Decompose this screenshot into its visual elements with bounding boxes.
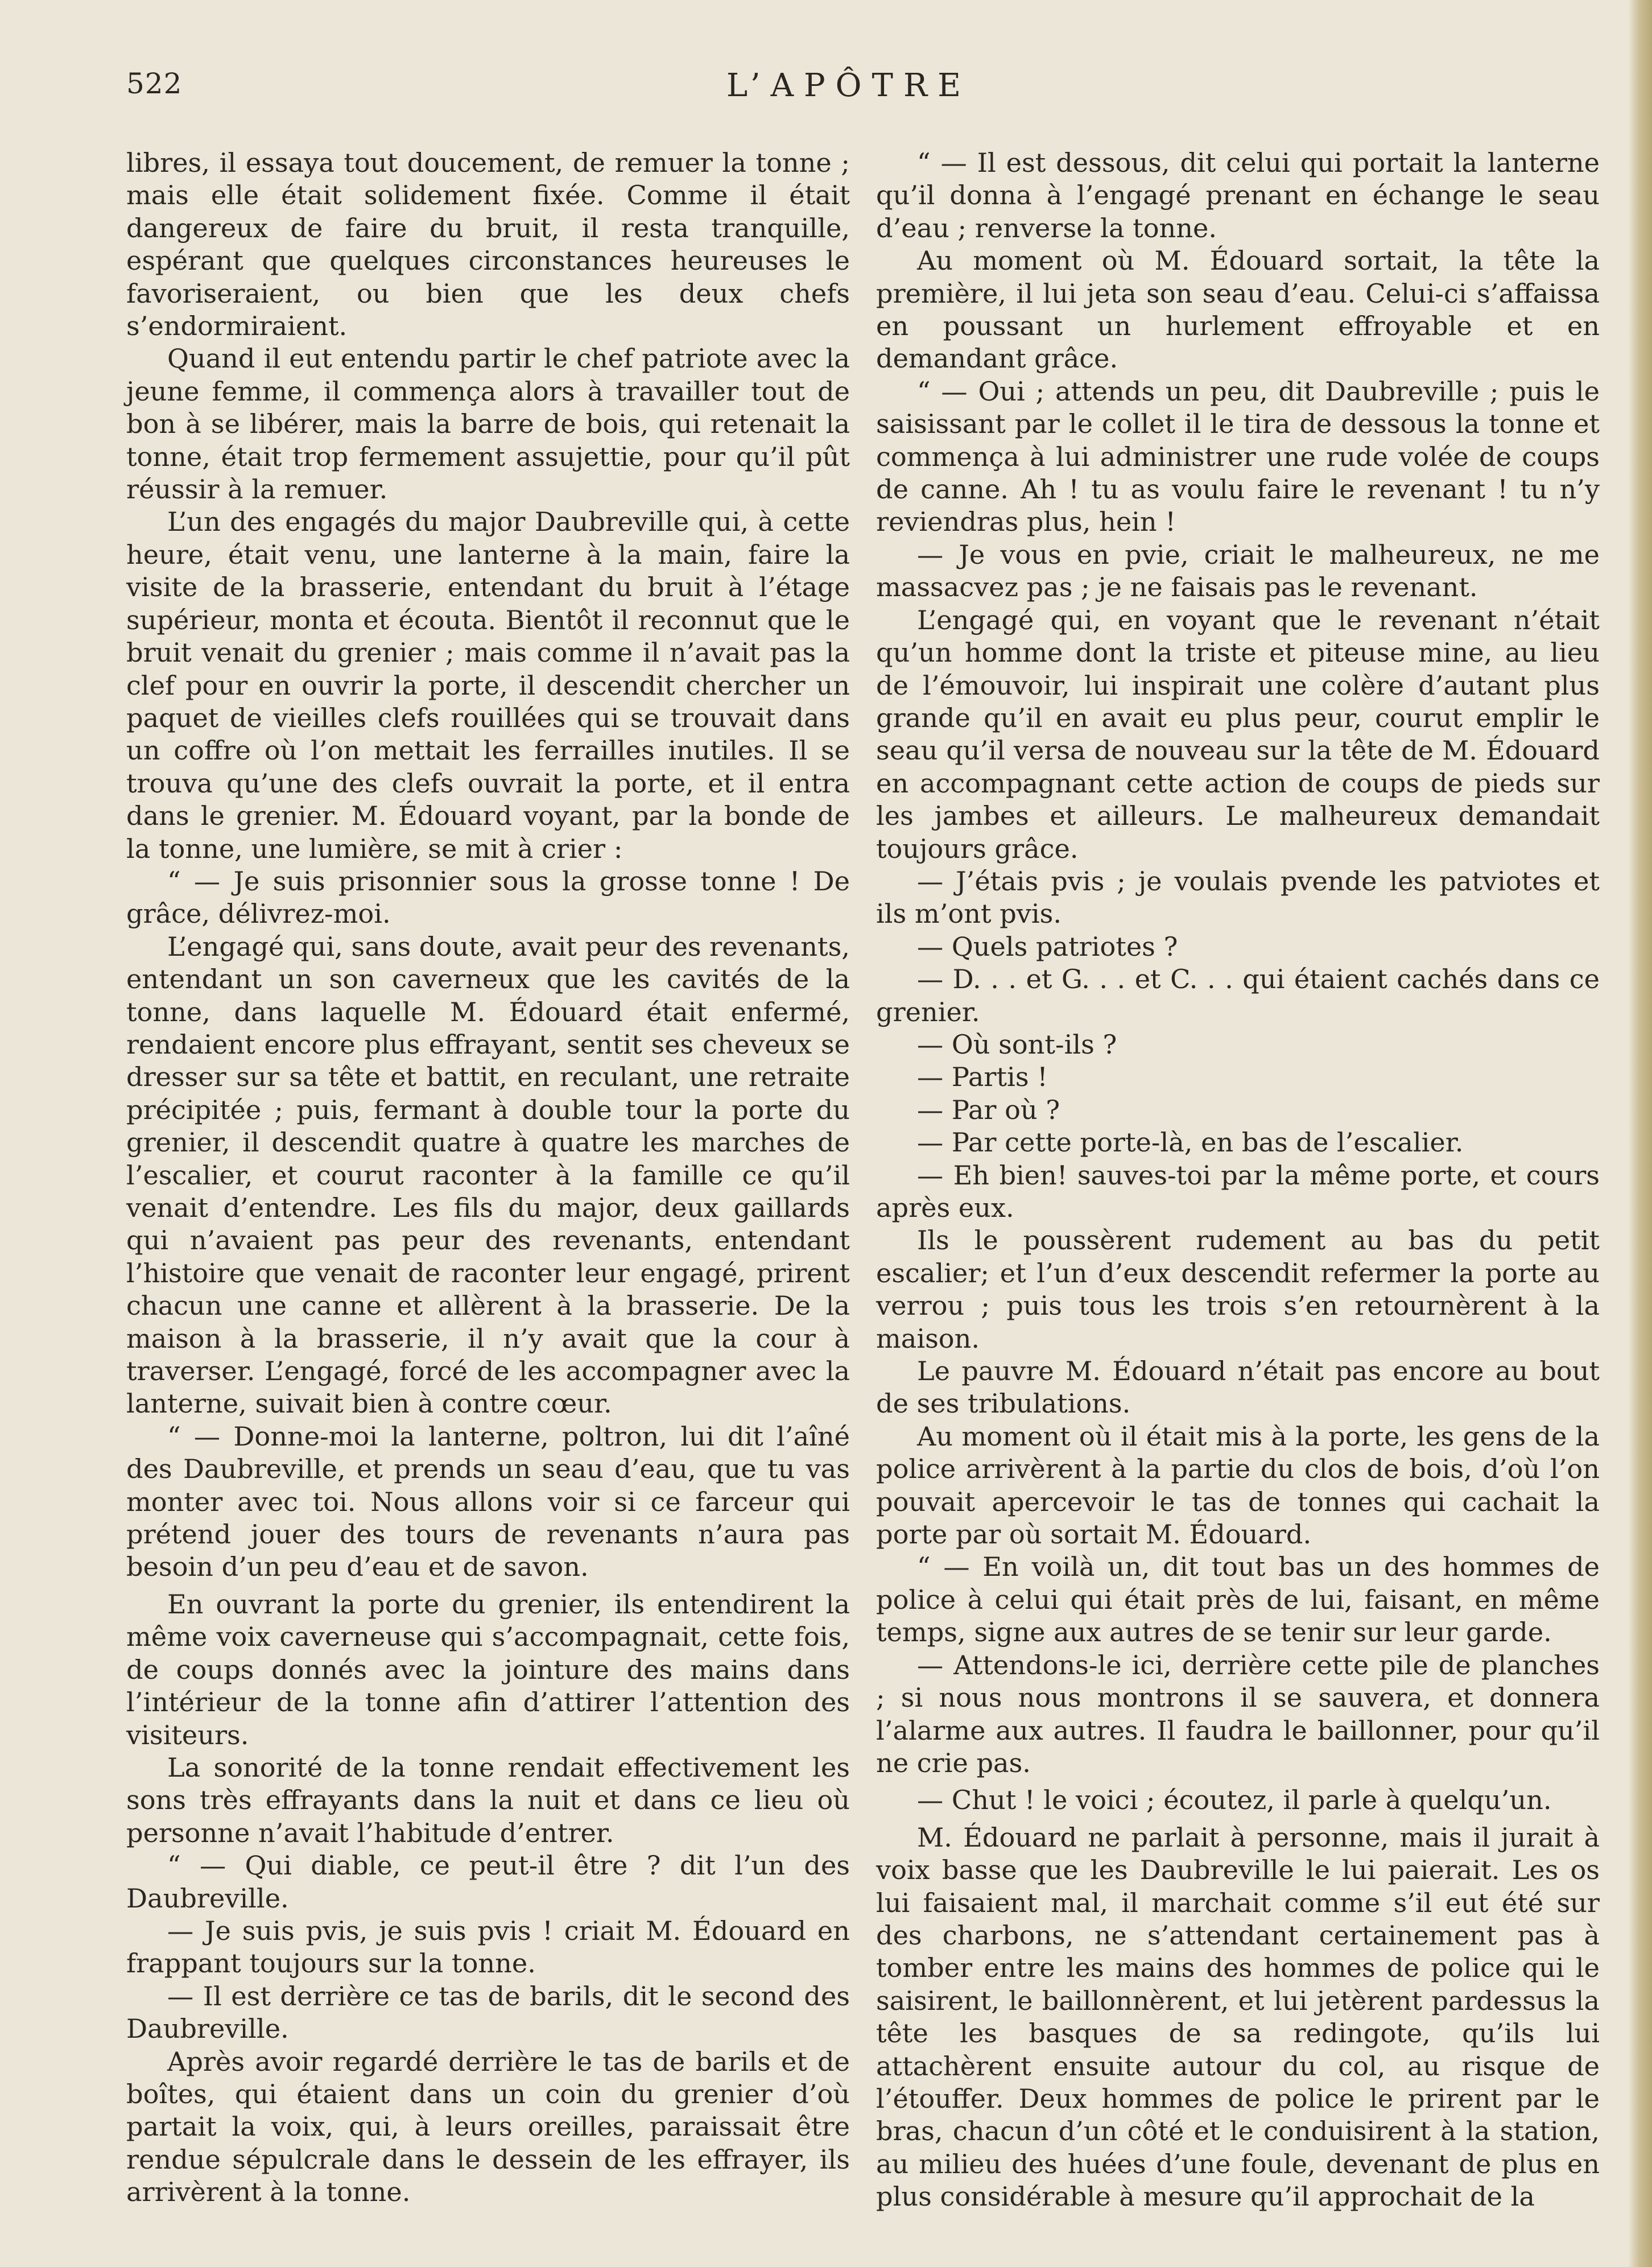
running-title: L’APÔTRE <box>726 67 971 104</box>
paragraph: Après avoir regardé derrière le tas de barils et de boîtes, qui étaient dans un coin du grenier d’où partait la voix, qui, à leurs oreilles, paraissait être rendue sépulcrale dans le dessein de les effrayer, ils arrivèrent à la tonne. <box>126 2046 850 2208</box>
paragraph: Au moment où il était mis à la porte, les gens de la police arrivèrent à la partie du clos de bois, d’où l’on pouvait apercevoir le tas de tonnes qui cachait la porte par où sortait M. Édouard. <box>876 1421 1600 1550</box>
paragraph: Ils le poussèrent rudement au bas du petit escalier; et l’un d’eux descendit refermer la porte au verrou ; puis tous les trois s’en retournèrent à la maison. <box>876 1225 1600 1354</box>
paragraph: M. Édouard ne parlait à personne, mais il jurait à voix basse que les Daubreville le lui paierait. Les os lui faisaient mal, il marchait comme s’il eut été sur des charbons, ne s’attendant certainement pas à tomber entre les mains des hommes de police qui le saisirent, le baillonnèrent, et lui jetèrent pardessus la tête les basques de sa redingote, qu’ils lui attachèrent ensuite autour du col, au risque de l’étouffer. Deux hommes de police le prirent par le bras, chacun d’un côté et le conduisirent à la station, au milieu des huées d’une foule, devenant de plus en plus considérable à mesure qu’il approchait de la <box>876 1822 1600 2212</box>
paragraph: La sonorité de la tonne rendait effectivement les sons très effrayants dans la nuit et dans ce lieu où personne n’avait l’habitude d’entrer. <box>126 1752 850 1848</box>
paragraph: Au moment où M. Édouard sortait, la tête la première, il lui jeta son seau d’eau. Celui-ci s’affaissa en poussant un hurlement effroyable et en demandant grâce. <box>876 245 1600 374</box>
page-number: 522 <box>126 67 183 100</box>
paragraph: — Par cette porte-là, en bas de l’escalier. <box>917 1127 1464 1158</box>
paragraph: — Attendons-le ici, derrière cette pile de planches ; si nous nous montrons il se sauvera, et donnera l’alarme aux autres. Il faudra le baillonner, pour qu’il ne crie pas. <box>876 1649 1600 1778</box>
page-header <box>126 67 1571 118</box>
paragraph: Quand il eut entendu partir le chef patriote avec la jeune femme, il commença alors à travailler tout de bon à se libérer, mais la barre de bois, qui retenait la tonne, était trop fermement assujettie, pour qu’il pût réussir à la remuer. <box>126 343 850 505</box>
paragraph: — Chut ! le voici ; écoutez, il parle à quelqu’un. <box>917 1785 1552 1816</box>
paragraph: “ — Oui ; attends un peu, dit Daubreville ; puis le saisissant par le collet il le tira de dessous la tonne et commença à lui administrer une rude volée de coups de canne. Ah ! tu as voulu faire le revenant ! tu n’y reviendras plus, hein ! <box>876 375 1600 538</box>
right-column <box>876 147 1600 2214</box>
paragraph: — Il est derrière ce tas de barils, dit le second des Daubreville. <box>126 1980 850 2045</box>
paragraph: “ — Il est dessous, dit celui qui portait la lanterne qu’il donna à l’engagé prenant en échange le seau d’eau ; renverse la tonne. <box>876 147 1600 243</box>
paragraph: “ — En voilà un, dit tout bas un des hommes de police à celui qui était près de lui, faisant, en même temps, signe aux autres de se tenir sur leur garde. <box>876 1551 1600 1648</box>
paragraph: — Par où ? <box>917 1094 1060 1125</box>
paragraph: En ouvrant la porte du grenier, ils entendirent la même voix caverneuse qui s’accompagnait, cette fois, de coups donnés avec la jointure des mains dans l’intérieur de la tonne afin d’attirer l’attention des visiteurs. <box>126 1588 850 1750</box>
paragraph: “ — Donne-moi la lanterne, poltron, lui dit l’aîné des Daubreville, et prends un seau d’eau, que tu vas monter avec toi. Nous allons voir si ce farceur qui prétend jouer des tours de revenants n’aura pas besoin d’un peu d’eau et de savon. <box>126 1421 850 1583</box>
paragraph: — Je suis pvis, je suis pvis ! criait M. Édouard en frappant toujours sur la tonne. <box>126 1915 850 1979</box>
page-edge <box>1628 0 1652 2267</box>
paragraph: — J’étais pvis ; je voulais pvende les patviotes et ils m’ont pvis. <box>876 865 1600 930</box>
paragraph: — D. . . et G. . . et C. . . qui étaient cachés dans ce grenier. <box>876 964 1600 1027</box>
paragraph: — Partis ! <box>917 1062 1048 1093</box>
paragraph: “ — Je suis prisonnier sous la grosse tonne ! De grâce, délivrez-moi. <box>126 865 850 930</box>
paragraph: libres, il essaya tout doucement, de remuer la tonne ; mais elle était solidement fixée. Comme il était dangereux de faire du bruit, il resta tranquille, espérant que quelques circonstances heureuses le favoriseraient, ou bien que les deux chefs s’endormiraient. <box>126 147 850 342</box>
paragraph: — Quels patriotes ? <box>917 931 1178 962</box>
paragraph: L’engagé qui, sans doute, avait peur des revenants, entendant un son caverneux que les cavités de la tonne, dans laquelle M. Édouard était enfermé, rendaient encore plus effrayant, sentit ses cheveux se dresser sur sa tête et battit, en reculant, une retraite précipitée ; puis, fermant à double tour la porte du grenier, il descendit quatre à quatre les marches de l’escalier, et courut raconter à la famille ce qu’il venait d’entendre. Les fils du major, deux gaillards qui n’avaient pas peur des revenants, entendant l’histoire que venait de raconter leur engagé, prirent chacun une canne et allèrent à la brasserie. De la maison à la brasserie, il n’y avait que la cour à traverser. L’engagé, forcé de les accompagner avec la lanterne, suivait bien à contre cœur. <box>126 931 850 1419</box>
left-column <box>126 147 850 2209</box>
paragraph: — Eh bien! sauves-toi par la même porte, et cours après eux. <box>876 1159 1600 1223</box>
paragraph: — Où sont-ils ? <box>917 1029 1117 1060</box>
paragraph: “ — Qui diable, ce peut-il être ? dit l’un des Daubreville. <box>126 1850 850 1914</box>
paragraph: — Je vous en pvie, criait le malheureux, ne me massacvez pas ; je ne faisais pas le revenant. <box>876 539 1600 603</box>
paragraph: L’un des engagés du major Daubreville qui, à cette heure, était venu, une lanterne à la main, faire la visite de la brasserie, entendant du bruit à l’étage supérieur, monta et écouta. Bientôt il reconnut que le bruit venait du grenier ; mais comme il n’avait pas la clef pour en ouvrir la porte, il descendit chercher un paquet de vieilles clefs rouillées qui se trouvait dans un coffre où l’on mettait les ferrailles inutiles. Il se trouva qu’une des clefs ouvrait la porte, et il entra dans le grenier. M. Édouard voyant, par la bonde de la tonne, une lumière, se mit à crier : <box>126 506 850 864</box>
paragraph: L’engagé qui, en voyant que le revenant n’était qu’un homme dont la triste et piteuse mine, au lieu de l’émouvoir, lui inspirait une colère d’autant plus grande qu’il en avait eu plus peur, courut emplir le seau qu’il versa de nouveau sur la tête de M. Édouard en accompagnant cette action de coups de pieds sur les jambes et ailleurs. Le malheureux demandait toujours grâce. <box>876 604 1600 864</box>
paragraph: Le pauvre M. Édouard n’était pas encore au bout de ses tribulations. <box>876 1356 1600 1419</box>
